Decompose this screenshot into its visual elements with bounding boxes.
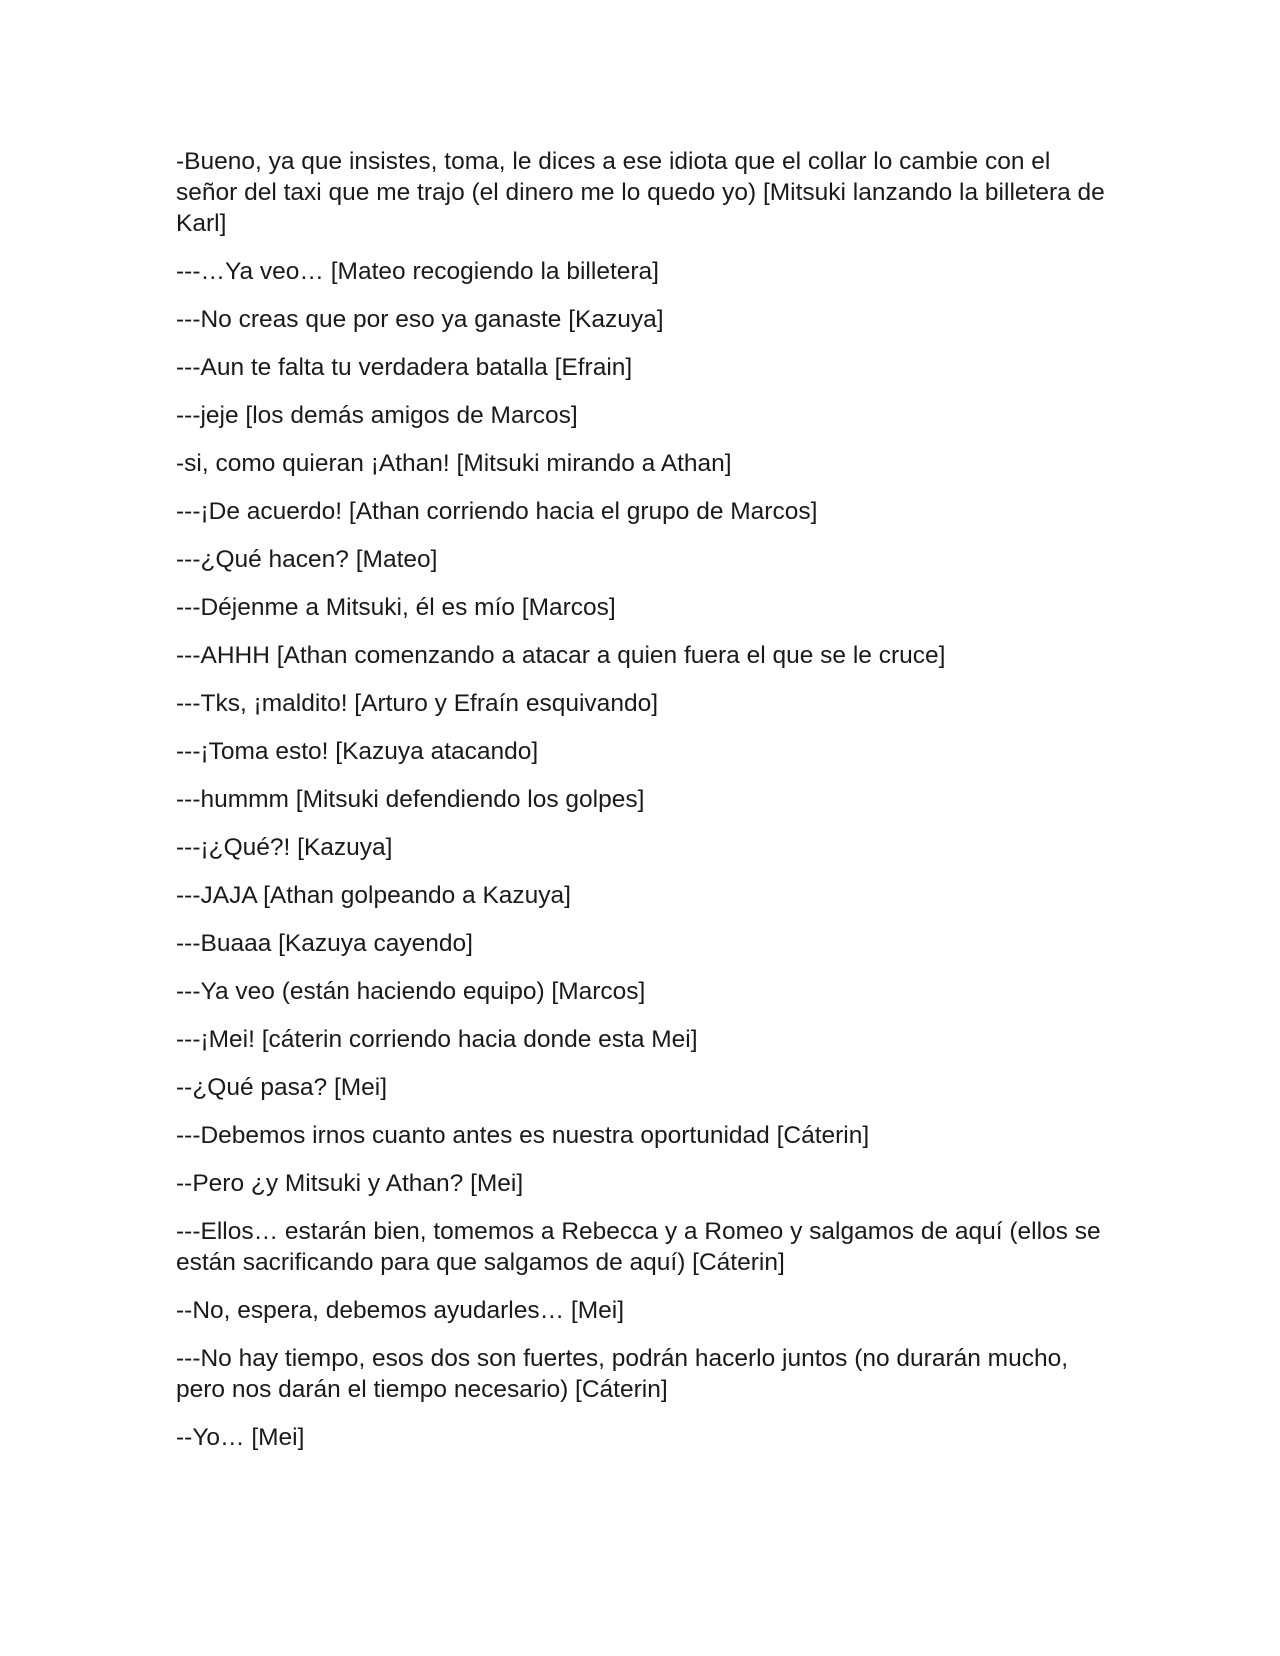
paragraph: ---…Ya veo… [Mateo recogiendo la billetera] (176, 258, 659, 285)
paragraph: ---hummm [Mitsuki defendiendo los golpes] (176, 786, 645, 813)
paragraph: ---JAJA [Athan golpeando a Kazuya] (176, 882, 571, 909)
paragraph: ---AHHH [Athan comenzando a atacar a quien fuera el que se le cruce] (176, 642, 946, 669)
paragraph: ---Ya veo (están haciendo equipo) [Marcos] (176, 978, 646, 1005)
paragraph: ---Déjenme a Mitsuki, él es mío [Marcos] (176, 594, 616, 621)
paragraph: ---Ellos… estarán bien, tomemos a Rebecca y a Romeo y salgamos de aquí (ellos se están sacrificando para que salgamos de aquí) [Cáterin] (176, 1218, 1101, 1276)
paragraph: ---¡Toma esto! [Kazuya atacando] (176, 738, 539, 765)
paragraph: --No, espera, debemos ayudarles… [Mei] (176, 1297, 624, 1324)
paragraph: ---Debemos irnos cuanto antes es nuestra oportunidad [Cáterin] (176, 1122, 870, 1149)
paragraph: ---No creas que por eso ya ganaste [Kazuya] (176, 306, 664, 333)
paragraph: ---¡De acuerdo! [Athan corriendo hacia el grupo de Marcos] (176, 498, 818, 525)
paragraph: ---jeje [los demás amigos de Marcos] (176, 402, 578, 429)
paragraph: ---No hay tiempo, esos dos son fuertes, podrán hacerlo juntos (no durarán mucho, pero nos darán el tiempo necesario) [Cáterin] (176, 1345, 1069, 1403)
document-page (176, 146, 1106, 1470)
paragraph: ---¡¿Qué?! [Kazuya] (176, 834, 393, 861)
paragraph: --Yo… [Mei] (176, 1424, 305, 1451)
paragraph: --¿Qué pasa? [Mei] (176, 1074, 388, 1101)
paragraph: --Pero ¿y Mitsuki y Athan? [Mei] (176, 1170, 524, 1197)
paragraph: ---¿Qué hacen? [Mateo] (176, 546, 438, 573)
paragraph: ---Aun te falta tu verdadera batalla [Efrain] (176, 354, 633, 381)
paragraph: ---Tks, ¡maldito! [Arturo y Efraín esquivando] (176, 690, 658, 717)
paragraph: -Bueno, ya que insistes, toma, le dices a ese idiota que el collar lo cambie con el señor del taxi que me trajo (el dinero me lo quedo yo) [Mitsuki lanzando la billetera de Karl] (176, 148, 1105, 237)
paragraph: ---Buaaa [Kazuya cayendo] (176, 930, 473, 957)
paragraph: -si, como quieran ¡Athan! [Mitsuki mirando a Athan] (176, 450, 732, 477)
paragraph: ---¡Mei! [cáterin corriendo hacia donde esta Mei] (176, 1026, 698, 1053)
